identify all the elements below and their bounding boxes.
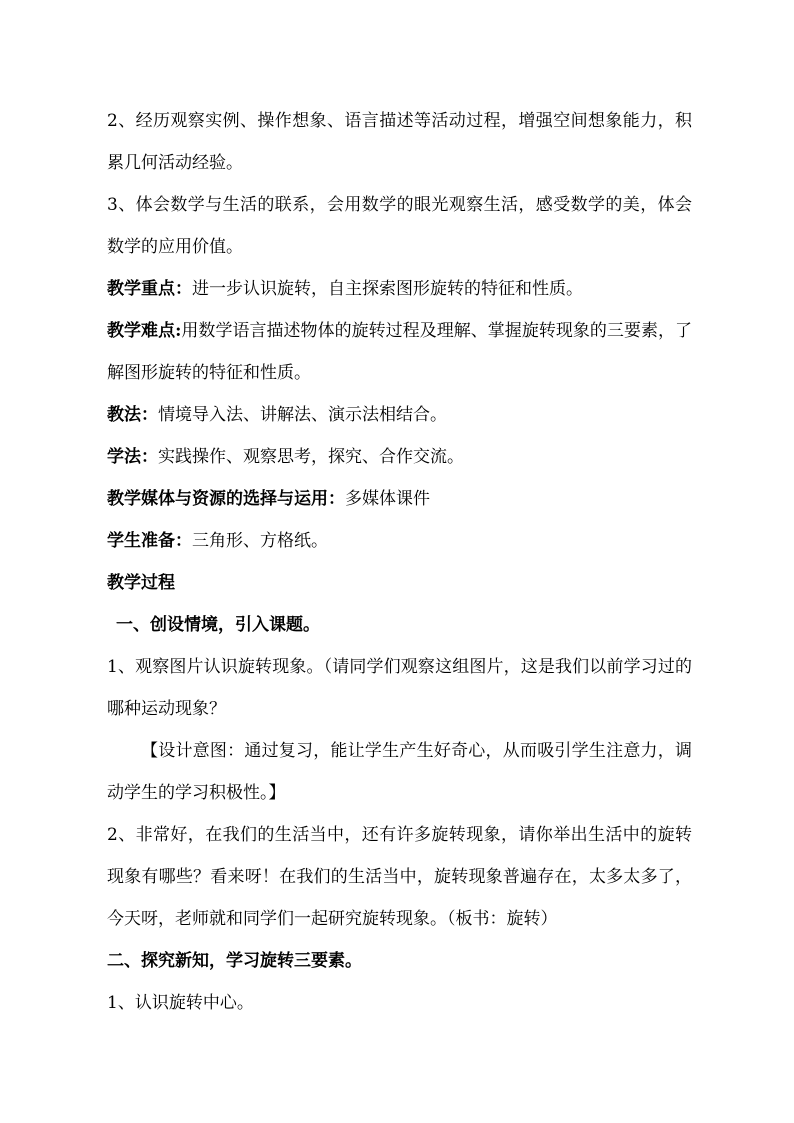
prep-text: 三角形、方格纸。 [192, 531, 328, 551]
media-text: 多媒体课件 [345, 489, 430, 509]
difficulty-paragraph [107, 310, 692, 394]
prep-label: 学生准备： [107, 531, 192, 551]
key-point-paragraph [107, 268, 692, 310]
difficulty-label: 教学难点: [107, 321, 182, 341]
teaching-method-paragraph [107, 394, 692, 436]
key-point-text: 进一步认识旋转，自主探索图形旋转的特征和性质。 [192, 279, 583, 299]
section-1-design-intent: 【设计意图：通过复习，能让学生产生好奇心，从而吸引学生注意力，调动学生的学习积极性。】 [107, 741, 692, 803]
learning-method-label: 学法： [107, 447, 158, 467]
teaching-method-text: 情境导入法、讲解法、演示法相结合。 [158, 405, 447, 425]
objective-3-paragraph: 3、体会数学与生活的联系，会用数学的眼光观察生活，感受数学的美，体会数学的应用价值。 [107, 195, 692, 257]
teaching-method-label: 教法： [107, 405, 158, 425]
section-1-paragraph-1: 1、观察图片认识旋转现象。（请同学们观察这组图片，这是我们以前学习过的哪种运动现象？ [107, 657, 692, 719]
document-body [107, 100, 692, 1024]
objective-2-paragraph: 2、经历观察实例、操作想象、语言描述等活动过程，增强空间想象能力，积累几何活动经验。 [107, 111, 692, 173]
section-1-paragraph-2: 2、非常好，在我们的生活当中，还有许多旋转现象，请你举出生活中的旋转现象有哪些？看来呀！在我们的生活当中，旋转现象普遍存在，太多太多了，今天呀，老师就和同学们一起研究旋转现象。（板书：旋转） [107, 825, 692, 929]
prep-paragraph [107, 520, 692, 562]
learning-method-paragraph [107, 436, 692, 478]
media-paragraph [107, 478, 692, 520]
section-2-paragraph-1: 1、认识旋转中心。 [107, 993, 254, 1013]
section-1-heading: 一、创设情境，引入课题。 [116, 615, 320, 635]
key-point-label: 教学重点： [107, 279, 192, 299]
learning-method-text: 实践操作、观察思考，探究、合作交流。 [158, 447, 464, 467]
process-heading: 教学过程 [107, 573, 175, 593]
media-label: 教学媒体与资源的选择与运用： [107, 489, 345, 509]
section-2-heading: 二、探究新知，学习旋转三要素。 [107, 951, 362, 971]
difficulty-text: 用数学语言描述物体的旋转过程及理解、掌握旋转现象的三要素，了解图形旋转的特征和性质。 [107, 321, 693, 383]
